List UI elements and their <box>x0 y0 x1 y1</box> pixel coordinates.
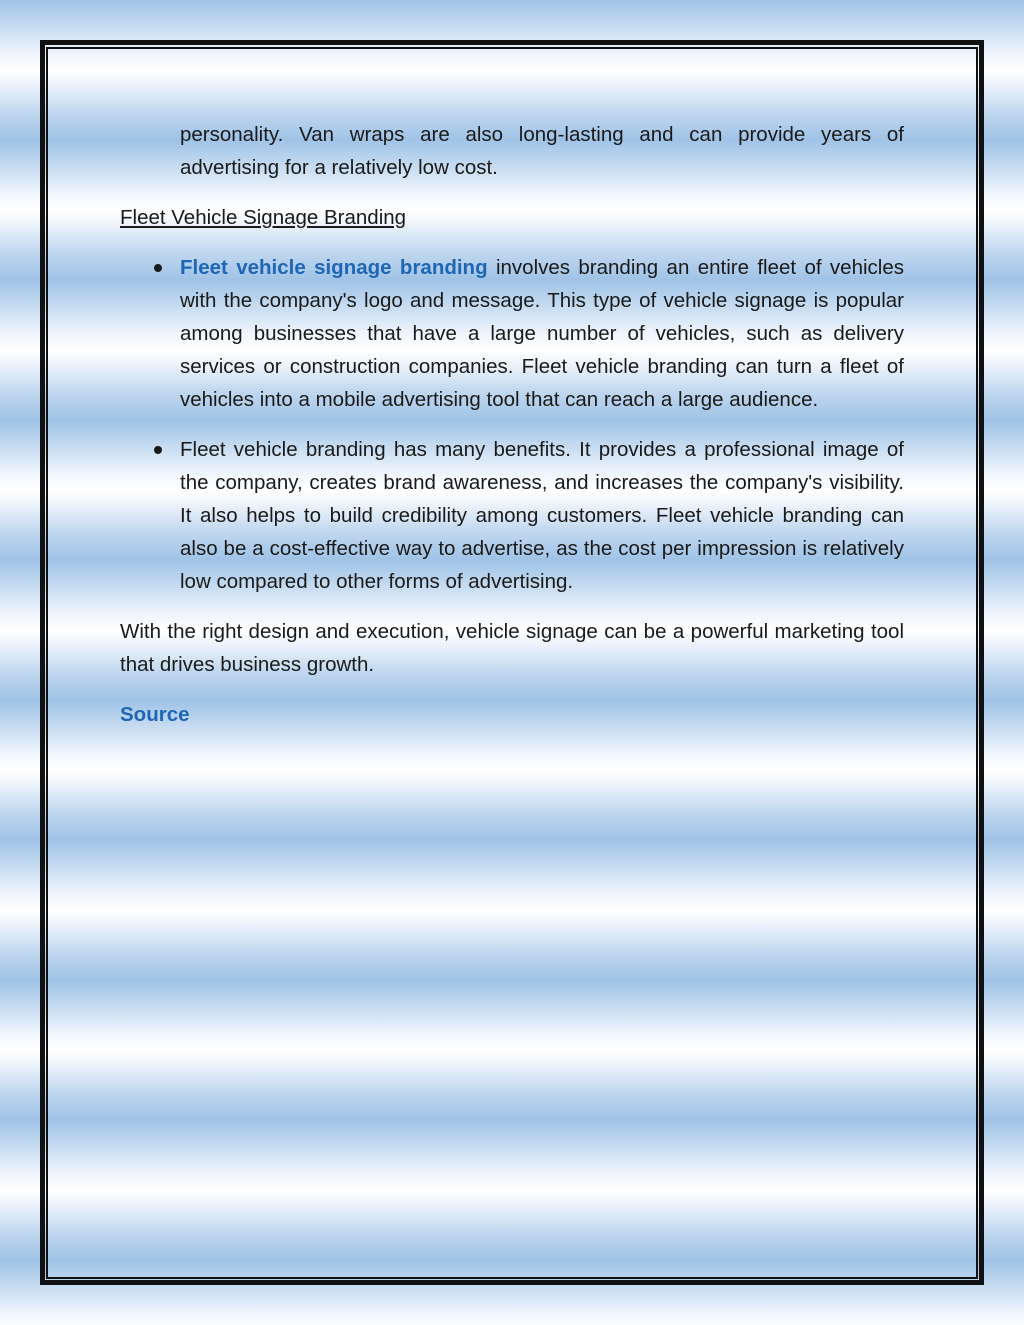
bullet-icon <box>154 446 162 454</box>
source-link[interactable]: Source <box>120 703 190 726</box>
document-body <box>120 118 904 731</box>
section-heading-link[interactable]: Fleet Vehicle Signage Branding <box>120 206 407 229</box>
bullet-icon <box>154 264 162 272</box>
list-item <box>120 433 904 598</box>
intro-paragraph: personality. Van wraps are also long-lasting and can provide years of advertising for a relatively low cost. <box>180 123 904 179</box>
fleet-signage-link[interactable]: Fleet vehicle signage branding <box>180 256 488 279</box>
list-item-text: involves branding an entire fleet of vehicles with the company's logo and message. This type of vehicle signage is popular among businesses that have a large number of vehicles, such as delivery services or construction companies. Fleet vehicle branding can turn a fleet of vehicles into a mobile advertising tool that can reach a large audience. <box>180 256 904 411</box>
closing-paragraph: With the right design and execution, vehicle signage can be a powerful marketing tool that drives business growth. <box>120 620 904 676</box>
list-item <box>120 251 904 416</box>
bullet-list <box>120 251 904 598</box>
list-item-text: Fleet vehicle branding has many benefits. It provides a professional image of the company, creates brand awareness, and increases the company's visibility. It also helps to build credibility among customers. Fleet vehicle branding can also be a cost-effective way to advertise, as the cost per impression is relatively low compared to other forms of advertising. <box>180 438 904 593</box>
section-heading[interactable] <box>120 201 904 234</box>
